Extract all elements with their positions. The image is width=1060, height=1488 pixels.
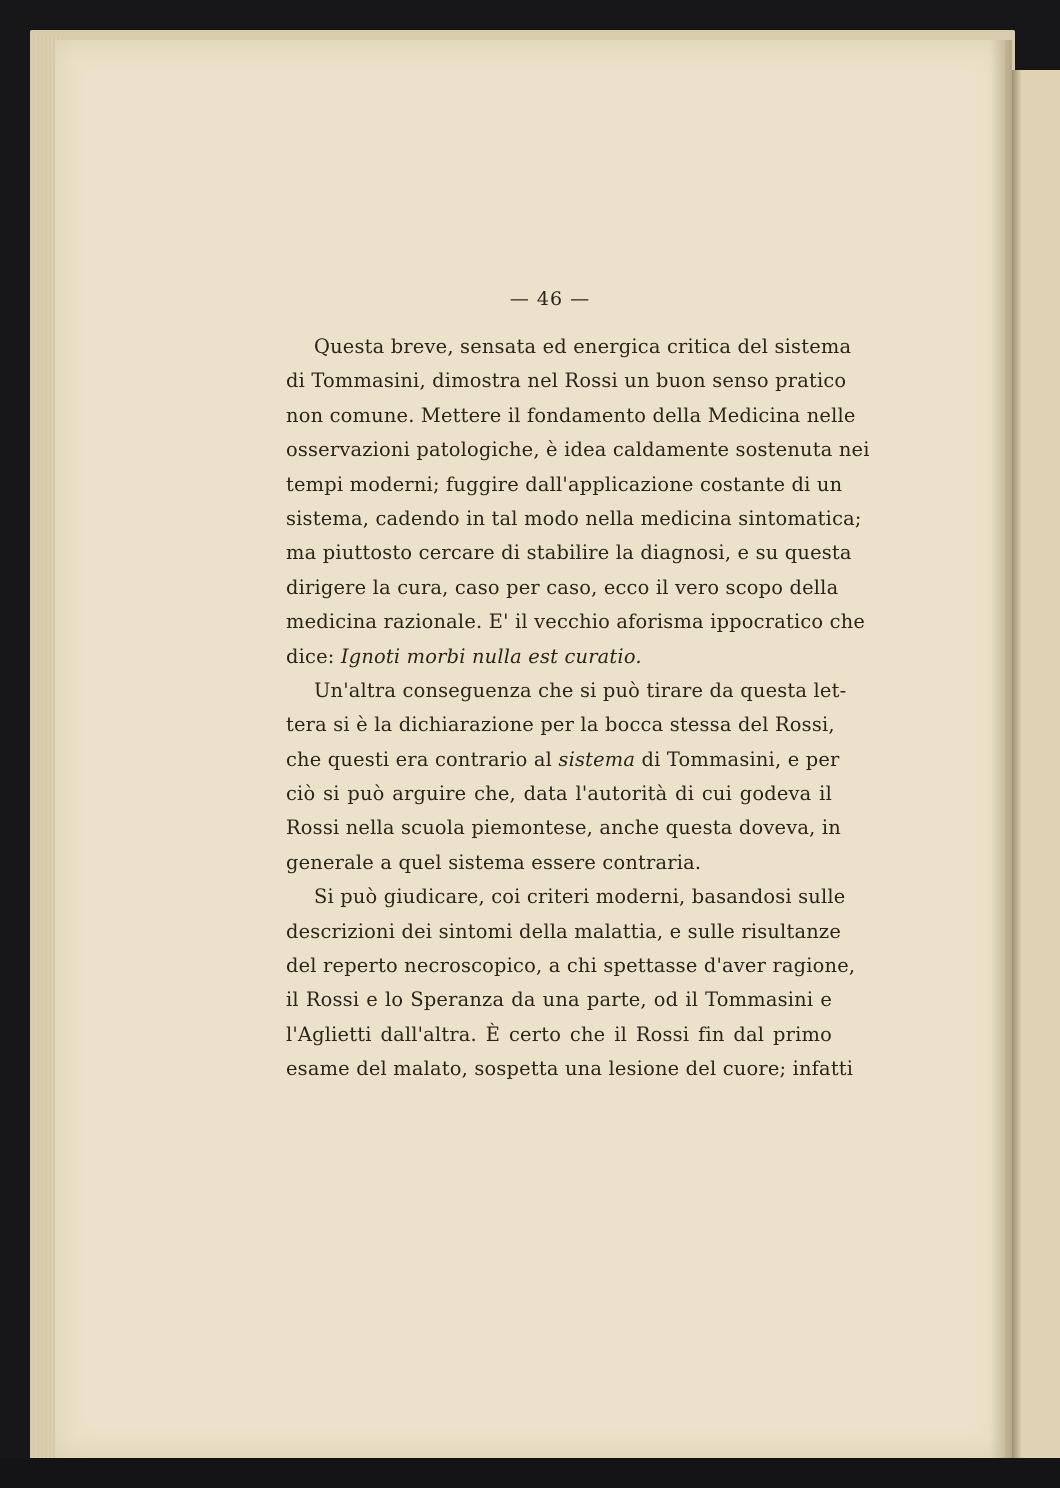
- text-line: del reperto necroscopico, a chi spettasse d'aver ragione,: [286, 954, 856, 978]
- text-line: [286, 743, 840, 777]
- text-fragment: che questi era contrario al: [286, 747, 559, 771]
- text-fragment: dice:: [286, 644, 341, 668]
- text-line: esame del malato, sospetta una lesione del cuore; infatti: [286, 1057, 854, 1081]
- text-line: descrizioni dei sintomi della malattia, e sulle risultanze: [286, 919, 841, 943]
- text-fragment: di Tommasini, e per: [635, 747, 840, 771]
- text-line: osservazioni patologiche, è idea caldamente sostenuta nei: [286, 438, 870, 462]
- text-line: ciò si può arguire che, data l'autorità di cui godeva il: [286, 782, 832, 806]
- text-line: non comune. Mettere il fondamento della Medicina nelle: [286, 403, 856, 427]
- scan-background: [0, 1458, 1060, 1488]
- text-line: Si può giudicare, coi criteri moderni, basandosi sulle: [314, 885, 846, 909]
- emphasized-word: sistema: [558, 747, 636, 771]
- spine-shadow: [990, 40, 1012, 1458]
- page-number: — 46 —: [509, 288, 591, 310]
- text-line: sistema, cadendo in tal modo nella medicina sintomatica;: [286, 506, 862, 530]
- text-line: ma piuttosto cercare di stabilire la diagnosi, e su questa: [286, 541, 852, 565]
- latin-aphorism: Ignoti morbi nulla est curatio.: [340, 644, 642, 668]
- text-line: il Rossi e lo Speranza da una parte, od il Tommasini e: [286, 988, 832, 1012]
- text-line: Questa breve, sensata ed energica critica del sistema: [314, 335, 852, 358]
- text-line: tera si è la dichiarazione per la bocca stessa del Rossi,: [286, 713, 835, 737]
- text-line: Un'altra conseguenza che si può tirare da questa let-: [314, 678, 847, 702]
- text-line: generale a quel sistema essere contraria.: [286, 850, 702, 874]
- text-line: Rossi nella scuola piemontese, anche questa doveva, in: [286, 816, 841, 840]
- facing-page-shadow: [1012, 70, 1022, 1460]
- text-line: medicina razionale. E' il vecchio aforisma ippocratico che: [286, 610, 866, 634]
- text-line: [286, 640, 832, 674]
- text-line: tempi moderni; fuggire dall'applicazione costante di un: [286, 472, 843, 496]
- body-text: [286, 330, 870, 1087]
- text-line: l'Aglietti dall'altra. È certo che il Rossi fin dal primo: [286, 1022, 832, 1046]
- text-line: dirigere la cura, caso per caso, ecco il vero scopo della: [286, 575, 839, 599]
- text-line: di Tommasini, dimostra nel Rossi un buon senso pratico: [286, 369, 847, 393]
